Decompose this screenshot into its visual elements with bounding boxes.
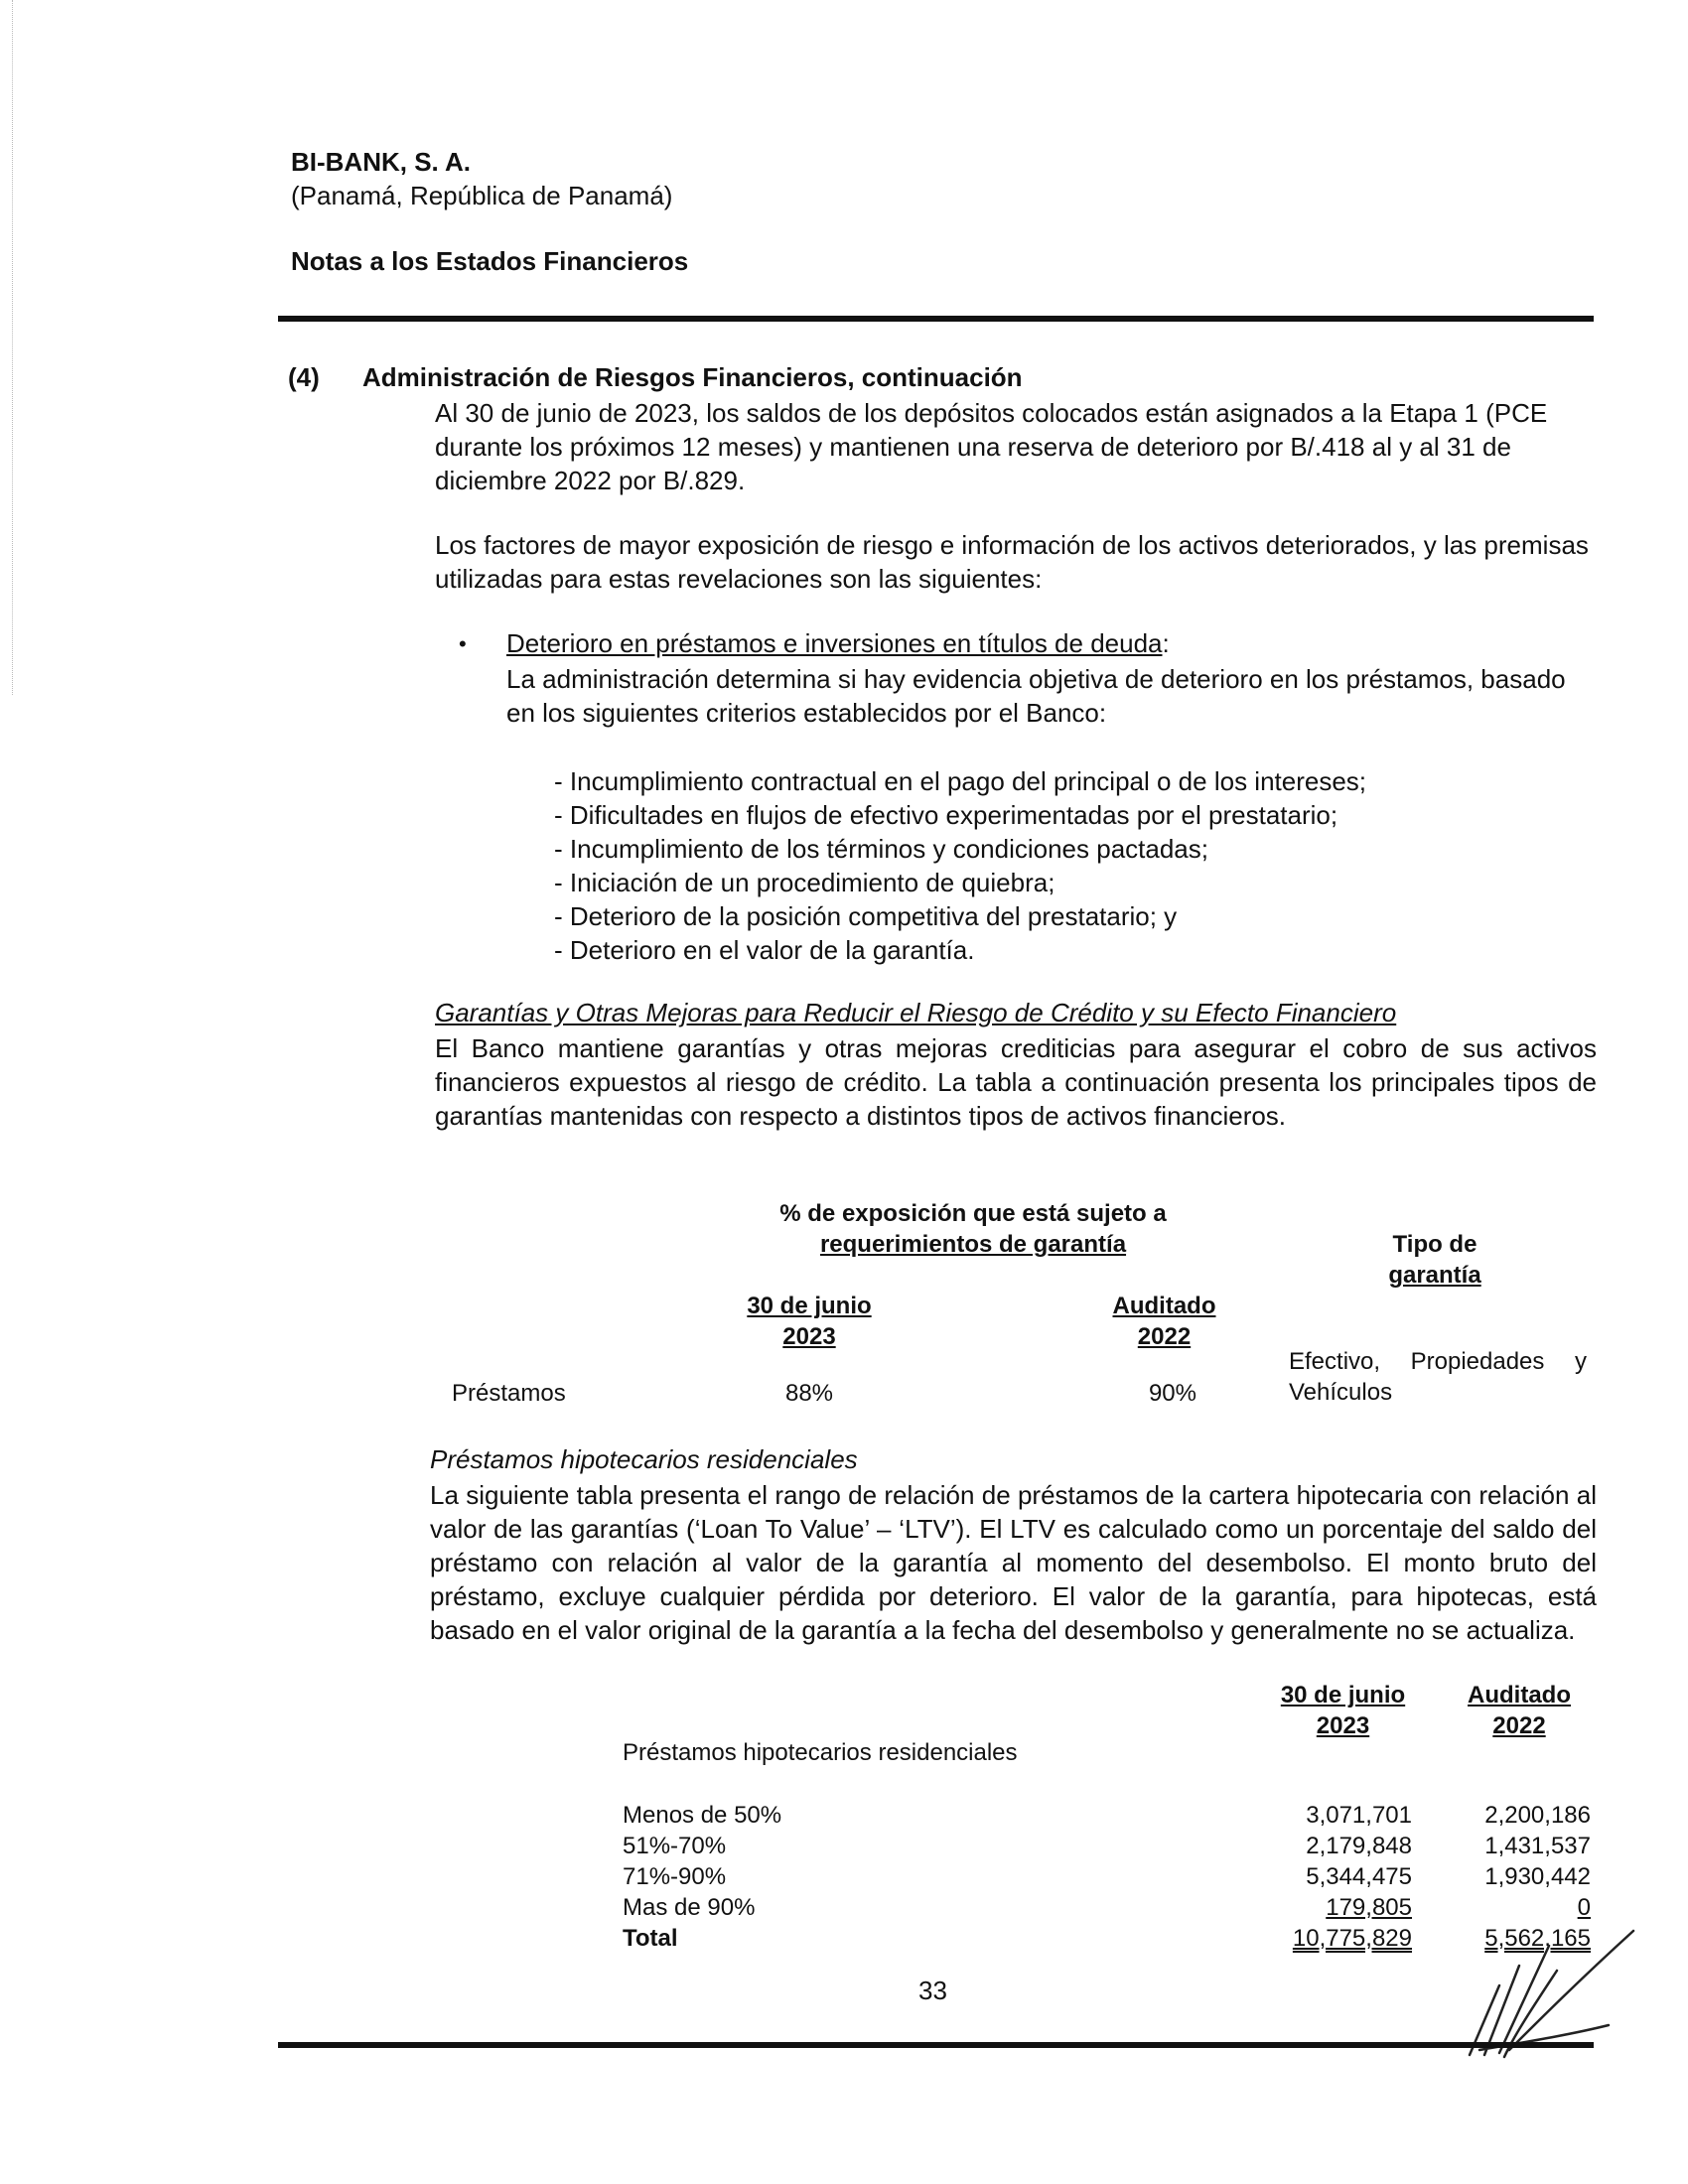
bullet-heading-wrap — [506, 628, 1170, 659]
row-value-2023: 2,179,848 — [1306, 1833, 1412, 1859]
ltv-col-2022-line2: 2022 — [1492, 1712, 1546, 1739]
ltv-col-2023-line2: 2023 — [1316, 1712, 1370, 1739]
ltv-col-2023 — [1261, 1680, 1425, 1741]
list-item: - Incumplimiento de los términos y condiciones pactadas; — [554, 834, 1208, 864]
guarantees-heading: Garantías y Otras Mejoras para Reducir el Riesgo de Crédito y su Efecto Financiero — [435, 998, 1397, 1027]
table-row — [623, 1802, 1591, 1833]
tipo-garantia-header — [1345, 1229, 1524, 1291]
header-rule — [278, 316, 1594, 322]
total-label: Total — [623, 1925, 678, 1952]
total-value-2022: 5,562,165 — [1484, 1925, 1591, 1952]
exposure-header-line1: % de exposición que está sujeto a — [779, 1200, 1167, 1227]
document-title: Notas a los Estados Financieros — [291, 246, 689, 276]
col-2023-line2: 2023 — [782, 1323, 836, 1350]
row-value-2022: 2,200,186 — [1484, 1802, 1591, 1829]
row-label: Menos de 50% — [623, 1802, 782, 1829]
row-value-2022: 0 — [1577, 1894, 1591, 1921]
company-name: BI-BANK, S. A. — [291, 147, 472, 177]
bullet-icon: • — [459, 631, 467, 656]
exposure-table-header — [755, 1198, 1192, 1260]
list-item: - Deterioro de la posición competitiva del prestatario; y — [554, 901, 1178, 931]
list-item: - Dificultades en flujos de efectivo experimentadas por el prestatario; — [554, 800, 1338, 830]
criteria-list — [554, 764, 1547, 967]
exposure-row-label: Préstamos — [452, 1380, 566, 1407]
paragraph-deposits: Al 30 de junio de 2023, los saldos de los depósitos colocados están asignados a la Etapa 1 (PCE durante los próximos 12 meses) y mantienen una reserva de deterioro por B/.418 al y al 31 de diciembre 2022 por B/.829. — [435, 398, 1548, 495]
exposure-header-line2: requerimientos de garantía — [819, 1231, 1127, 1258]
list-item: - Iniciación de un procedimiento de quiebra; — [554, 868, 1055, 897]
col-2022-line2: 2022 — [1137, 1323, 1192, 1350]
row-value-2022: 1,930,442 — [1484, 1863, 1591, 1890]
bullet-heading: Deterioro en préstamos e inversiones en títulos de deuda — [506, 628, 1163, 658]
tipo-header-line1: Tipo de — [1392, 1231, 1477, 1258]
company-location: (Panamá, República de Panamá) — [291, 181, 673, 210]
row-value-2022: 1,431,537 — [1484, 1833, 1591, 1859]
exposure-col-2023 — [715, 1291, 904, 1352]
table-row — [623, 1894, 1591, 1925]
section-number: (4) — [288, 362, 320, 392]
row-label: 51%-70% — [623, 1833, 727, 1859]
footer-rule — [278, 2042, 1594, 2048]
list-item: - Incumplimiento contractual en el pago del principal o de los intereses; — [554, 766, 1367, 796]
bullet-heading-colon: : — [1162, 628, 1170, 658]
guarantees-paragraph: El Banco mantiene garantías y otras mejoras crediticias para asegurar el cobro de sus activos financieros expuestos al riesgo de crédito. La tabla a continuación presenta los principales tipos de garantías mantenidas con respecto a distintos tipos de activos financieros. — [435, 1033, 1597, 1131]
row-value-2023: 5,344,475 — [1306, 1863, 1412, 1890]
col-2023-line1: 30 de junio — [747, 1293, 872, 1319]
ltv-section-label: Préstamos hipotecarios residenciales — [623, 1739, 1018, 1766]
scan-margin-line — [12, 0, 14, 695]
table-row-total — [623, 1925, 1591, 1956]
row-value-2023: 3,071,701 — [1306, 1802, 1412, 1829]
exposure-row-2023: 88% — [784, 1380, 834, 1407]
table-row — [623, 1863, 1591, 1894]
table-row — [623, 1833, 1591, 1863]
section-title: Administración de Riesgos Financieros, continuación — [362, 362, 1023, 392]
bullet-body: La administración determina si hay evidencia objetiva de deterioro en los préstamos, basado en los siguientes criterios establecidos por el Banco: — [506, 664, 1566, 728]
row-value-2023: 179,805 — [1326, 1894, 1412, 1921]
exposure-row-2022: 90% — [1148, 1380, 1196, 1407]
exposure-row-tipo: Efectivo, Propiedades y Vehículos — [1289, 1348, 1587, 1406]
total-value-2023: 10,775,829 — [1292, 1925, 1412, 1952]
exposure-col-2022 — [1092, 1291, 1236, 1352]
ltv-col-2022-line1: Auditado — [1468, 1682, 1571, 1708]
mortgages-paragraph: La siguiente tabla presenta el rango de relación de préstamos de la cartera hipotecaria con relación al valor de las garantías (‘Loan To Value’ – ‘LTV’). El LTV es calculado como un porcentaje del saldo del préstamo con relación al valor de la garantía al momento del desembolso. El monto bruto del préstamo, excluye cualquier pérdida por deterioro. El valor de la garantía, para hipotecas, está basado en el valor original de la garantía a la fecha del desembolso y generalmente no se actualiza. — [430, 1480, 1597, 1645]
tipo-header-line2: garantía — [1388, 1262, 1481, 1289]
page-number: 33 — [918, 1976, 947, 2005]
row-label: Mas de 90% — [623, 1894, 756, 1921]
col-2022-line1: Auditado — [1112, 1293, 1216, 1319]
ltv-col-2023-line1: 30 de junio — [1280, 1682, 1406, 1708]
ltv-col-2022 — [1450, 1680, 1589, 1741]
mortgages-heading: Préstamos hipotecarios residenciales — [430, 1444, 858, 1474]
paragraph-risk-factors: Los factores de mayor exposición de riesgo e información de los activos deteriorados, y las premisas utilizadas para estas revelaciones son las siguientes: — [435, 530, 1589, 594]
row-label: 71%-90% — [623, 1863, 727, 1890]
list-item: - Deterioro en el valor de la garantía. — [554, 935, 975, 965]
